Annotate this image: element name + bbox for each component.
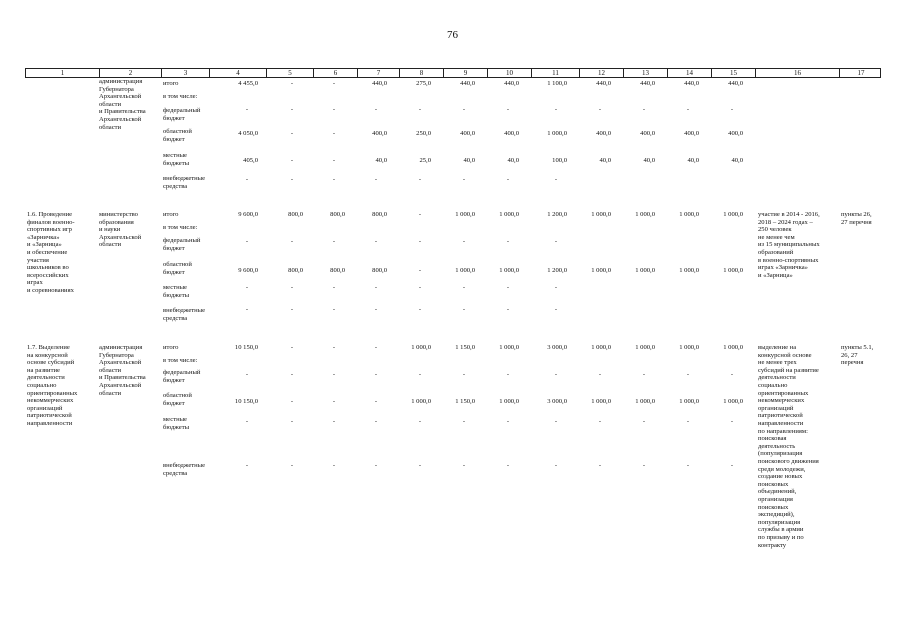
measure-name: на конкурсной — [27, 351, 68, 359]
budget-value: - — [290, 418, 294, 425]
budget-value: - — [290, 176, 294, 183]
header-col-15: 15 — [711, 69, 755, 77]
budget-value: 40,0 — [463, 157, 475, 164]
budget-source-label: бюджет — [163, 244, 185, 252]
expected-result: деятельность — [758, 442, 796, 450]
budget-value: 800,0 — [288, 211, 303, 218]
budget-source-label: в том числе: — [163, 93, 198, 100]
budget-value: - — [462, 176, 466, 183]
budget-value: 1 000,0 — [411, 398, 431, 405]
budget-value: - — [290, 80, 294, 87]
executor-name: и Правительства — [99, 374, 146, 382]
budget-value: - — [374, 418, 378, 425]
measure-name: основе субсидий — [27, 359, 75, 367]
expected-result: среди молодежи, — [758, 465, 806, 473]
header-col-7: 7 — [357, 69, 399, 77]
budget-source-label: местные — [163, 152, 187, 159]
executor-name: области — [99, 123, 122, 131]
budget-value: 800,0 — [330, 267, 345, 274]
budget-value: 800,0 — [330, 211, 345, 218]
budget-value: 440,0 — [596, 80, 611, 87]
budget-value: - — [374, 462, 378, 469]
budget-value: 800,0 — [288, 267, 303, 274]
budget-value: 1 000,0 — [635, 267, 655, 274]
budget-value: 3 000,0 — [547, 344, 567, 351]
expected-result: не менее чем — [758, 233, 795, 241]
budget-value: 1 000,0 — [635, 398, 655, 405]
budget-value: - — [245, 462, 249, 469]
budget-source-label: итого — [163, 80, 179, 87]
expected-result: поискового движения — [758, 458, 819, 465]
measure-name: школьников во — [27, 264, 69, 272]
expected-result: популяризация — [758, 518, 801, 526]
measure-name: деятельности — [27, 374, 65, 382]
budget-value: - — [332, 306, 336, 313]
plan-reference: 27 перечня — [841, 218, 872, 226]
budget-source-label: областной — [163, 392, 192, 399]
header-col-12: 12 — [579, 69, 623, 77]
page-number: 76 — [447, 29, 458, 41]
expected-result: и «Зарница» — [758, 271, 793, 279]
budget-value: 4 050,0 — [238, 130, 258, 137]
budget-value: - — [462, 238, 466, 245]
header-col-10: 10 — [487, 69, 531, 77]
expected-result: образований — [758, 249, 794, 256]
budget-value: - — [332, 80, 336, 87]
executor-name: администрация — [99, 78, 143, 85]
budget-value: - — [506, 371, 510, 378]
executor-name: Архангельской — [99, 233, 142, 241]
budget-value: 440,0 — [640, 80, 655, 87]
expected-result: участие в 2014 - 2016, — [758, 211, 820, 218]
header-col-11: 11 — [531, 69, 579, 77]
budget-source-label: средства — [163, 182, 188, 190]
budget-value: - — [245, 306, 249, 313]
budget-value: - — [374, 371, 378, 378]
executor-name: администрация — [99, 344, 143, 351]
budget-value: - — [290, 238, 294, 245]
budget-value: - — [462, 106, 466, 113]
budget-value: 40,0 — [507, 157, 519, 164]
budget-value: 1 000,0 — [591, 211, 611, 218]
header-col-14: 14 — [667, 69, 711, 77]
budget-value: 1 000,0 — [499, 267, 519, 274]
expected-result: поисковая — [758, 435, 787, 443]
budget-source-label: федеральный — [163, 369, 201, 376]
expected-result: службы в армии — [758, 526, 804, 534]
budget-value: - — [418, 176, 422, 183]
expected-result: в военно-спортивных — [758, 256, 819, 264]
header-col-17: 17 — [839, 69, 882, 77]
budget-value: - — [418, 462, 422, 469]
budget-value: - — [730, 106, 734, 113]
budget-value: 1 000,0 — [679, 398, 699, 405]
budget-value: 1 000,0 — [723, 211, 743, 218]
executor-name: и науки — [99, 226, 121, 234]
budget-value: - — [642, 371, 646, 378]
budget-value: 10 150,0 — [234, 398, 258, 405]
budget-value: - — [374, 238, 378, 245]
budget-value: - — [332, 238, 336, 245]
measure-name: 1.6. Проведение — [27, 211, 73, 218]
budget-value: - — [332, 106, 336, 113]
measure-name: патриотической — [27, 412, 72, 420]
budget-value: - — [598, 371, 602, 378]
budget-value: - — [418, 284, 422, 291]
budget-value: 1 000,0 — [591, 267, 611, 274]
expected-result: патриотической — [758, 412, 803, 420]
expected-result: 250 человек — [758, 226, 792, 234]
budget-value: - — [374, 398, 378, 405]
executor-name: образования — [99, 218, 134, 226]
budget-value: - — [332, 398, 336, 405]
budget-value: 400,0 — [504, 130, 519, 137]
expected-result: не менее трех — [758, 359, 797, 367]
expected-result: деятельности — [758, 374, 796, 382]
budget-value: - — [418, 267, 422, 274]
budget-source-label: в том числе: — [163, 224, 198, 231]
executor-name: Архангельской — [99, 382, 142, 389]
budget-source-label: местные — [163, 416, 187, 423]
expected-result: (популяризация — [758, 450, 803, 458]
expected-result: по призыву и по — [758, 534, 804, 541]
budget-value: - — [418, 238, 422, 245]
measure-name: на развитие — [27, 366, 60, 374]
header-col-2: 2 — [99, 69, 161, 77]
executor-name: Губернатора — [99, 351, 134, 359]
budget-source-label: внебюджетные — [163, 462, 206, 469]
budget-value: - — [332, 176, 336, 183]
budget-value: - — [245, 176, 249, 183]
budget-value: 1 000,0 — [679, 211, 699, 218]
expected-result: из 15 муниципальных — [758, 241, 820, 249]
header-col-3: 3 — [161, 69, 209, 77]
plan-reference: 26, 27 — [841, 351, 858, 359]
budget-source-label: федеральный — [163, 237, 201, 244]
budget-value: - — [554, 284, 558, 291]
plan-reference: пункты 5.1, — [841, 344, 874, 351]
header-col-9: 9 — [443, 69, 487, 77]
budget-value: - — [730, 462, 734, 469]
budget-source-label: внебюджетные — [163, 307, 206, 314]
budget-value: - — [506, 284, 510, 291]
budget-value: 1 000,0 — [679, 267, 699, 274]
budget-value: - — [332, 344, 336, 351]
measure-name: некоммерческих — [27, 397, 74, 405]
budget-value: - — [245, 418, 249, 425]
budget-value: 400,0 — [460, 130, 475, 137]
header-col-8: 8 — [399, 69, 443, 77]
budget-value: 4 455,0 — [238, 80, 258, 87]
executor-name: области — [99, 100, 122, 108]
budget-value: - — [290, 398, 294, 405]
budget-value: 1 150,0 — [455, 398, 475, 405]
executor-name: Архангельской — [99, 116, 142, 123]
budget-value: - — [642, 418, 646, 425]
measure-name: организаций — [27, 404, 63, 412]
budget-source-label: итого — [163, 344, 179, 351]
expected-result: поисковых — [758, 503, 789, 511]
measure-name: финалов военно- — [27, 218, 75, 226]
budget-value: - — [686, 418, 690, 425]
budget-value: - — [418, 306, 422, 313]
expected-result: некоммерческих — [758, 397, 805, 405]
expected-result: поисковых — [758, 480, 789, 488]
budget-value: - — [332, 284, 336, 291]
header-col-16: 16 — [755, 69, 839, 77]
budget-value: - — [332, 157, 336, 164]
budget-value: 1 000,0 — [411, 344, 431, 351]
expected-result: организаций — [758, 404, 794, 412]
budget-source-label: бюджет — [163, 376, 185, 384]
executor-name: области — [99, 366, 122, 374]
expected-result: ориентированных — [758, 389, 809, 397]
budget-value: - — [554, 418, 558, 425]
budget-value: - — [332, 418, 336, 425]
budget-value: 1 000,0 — [591, 398, 611, 405]
budget-value: 1 000,0 — [723, 267, 743, 274]
expected-result: социально — [758, 382, 788, 389]
budget-value: - — [374, 284, 378, 291]
budget-value: - — [418, 418, 422, 425]
budget-value: 1 000,0 — [591, 344, 611, 351]
budget-value: - — [554, 238, 558, 245]
budget-value: 800,0 — [372, 211, 387, 218]
budget-source-label: бюджеты — [163, 291, 190, 299]
measure-name: «Зарничка» — [27, 233, 60, 241]
budget-source-label: внебюджетные — [163, 175, 206, 182]
budget-source-label: бюджет — [163, 135, 185, 143]
budget-value: - — [290, 306, 294, 313]
budget-value: - — [374, 106, 378, 113]
expected-result: выделение на — [758, 344, 797, 351]
budget-value: - — [506, 306, 510, 313]
budget-value: 1 000,0 — [723, 398, 743, 405]
expected-result: 2018 – 2024 годах – — [758, 218, 813, 226]
budget-value: - — [598, 418, 602, 425]
budget-value: 400,0 — [728, 130, 743, 137]
budget-value: 440,0 — [684, 80, 699, 87]
budget-value: - — [245, 371, 249, 378]
budget-source-label: бюджеты — [163, 159, 190, 167]
header-col-5: 5 — [266, 69, 313, 77]
executor-name: области — [99, 389, 122, 397]
expected-result: создание новых — [758, 473, 803, 481]
measure-name: играх — [27, 279, 43, 287]
budget-value: - — [290, 106, 294, 113]
budget-value: - — [332, 371, 336, 378]
budget-value: 405,0 — [243, 157, 258, 164]
budget-value: 400,0 — [596, 130, 611, 137]
budget-value: 440,0 — [460, 80, 475, 87]
budget-value: - — [506, 238, 510, 245]
budget-value: - — [245, 284, 249, 291]
budget-source-label: бюджет — [163, 399, 185, 407]
executor-name: Губернатора — [99, 85, 134, 93]
budget-value: 1 000,0 — [635, 344, 655, 351]
expected-result: организация — [758, 496, 793, 503]
budget-value: - — [554, 306, 558, 313]
table-header-row — [25, 68, 881, 78]
budget-value: 440,0 — [728, 80, 743, 87]
expected-result: субсидий на развитие — [758, 366, 819, 374]
budget-value: - — [245, 106, 249, 113]
budget-source-label: средства — [163, 314, 188, 322]
budget-source-label: средства — [163, 469, 188, 477]
budget-value: - — [506, 418, 510, 425]
budget-value: - — [554, 462, 558, 469]
budget-value: - — [506, 106, 510, 113]
budget-value: - — [374, 344, 378, 351]
header-col-13: 13 — [623, 69, 667, 77]
budget-value: 1 000,0 — [455, 211, 475, 218]
budget-value: - — [730, 371, 734, 378]
expected-result: играх «Зарничка» — [758, 264, 808, 272]
budget-value: - — [554, 176, 558, 183]
header-col-1: 1 — [60, 69, 65, 77]
budget-value: - — [462, 371, 466, 378]
budget-value: 100,0 — [552, 157, 567, 164]
expected-result: объединений, — [758, 488, 797, 496]
budget-value: 1 000,0 — [723, 344, 743, 351]
budget-value: 25,0 — [419, 157, 431, 164]
budget-value: 40,0 — [643, 157, 655, 164]
budget-value: 400,0 — [372, 130, 387, 137]
budget-value: 9 600,0 — [238, 267, 258, 274]
budget-value: 40,0 — [375, 157, 387, 164]
budget-value: - — [290, 284, 294, 291]
budget-value: 40,0 — [687, 157, 699, 164]
budget-value: 1 000,0 — [499, 211, 519, 218]
budget-value: 275,0 — [416, 80, 431, 87]
executor-name: Архангельской — [99, 93, 142, 101]
budget-value: - — [554, 371, 558, 378]
budget-value: - — [290, 344, 294, 351]
expected-result: конкурсной основе — [758, 351, 812, 359]
budget-value: - — [462, 284, 466, 291]
budget-value: 1 000,0 — [499, 344, 519, 351]
budget-value: 1 100,0 — [547, 80, 567, 87]
measure-name: 1.7. Выделение — [27, 344, 70, 351]
budget-value: 3 000,0 — [547, 398, 567, 405]
budget-value: 440,0 — [504, 80, 519, 87]
budget-value: 800,0 — [372, 267, 387, 274]
budget-value: 1 000,0 — [455, 267, 475, 274]
budget-value: - — [686, 106, 690, 113]
measure-name: и обеспечение — [27, 249, 68, 256]
plan-reference: пункты 26, — [841, 211, 872, 218]
budget-source-label: федеральный — [163, 107, 201, 114]
budget-value: - — [598, 462, 602, 469]
budget-value: - — [506, 176, 510, 183]
measure-name: социально — [27, 382, 57, 389]
budget-value: - — [290, 157, 294, 164]
budget-value: - — [374, 176, 378, 183]
executor-name: министерство — [99, 211, 138, 218]
budget-source-label: в том числе: — [163, 357, 198, 364]
budget-value: - — [332, 462, 336, 469]
budget-value: 40,0 — [731, 157, 743, 164]
budget-value: - — [686, 371, 690, 378]
budget-value: 10 150,0 — [234, 344, 258, 351]
budget-value: - — [418, 106, 422, 113]
budget-value: 1 000,0 — [679, 344, 699, 351]
expected-result: по направлениям: — [758, 427, 808, 435]
budget-value: - — [554, 106, 558, 113]
header-col-6: 6 — [313, 69, 357, 77]
budget-value: - — [245, 238, 249, 245]
budget-source-label: областной — [163, 261, 192, 268]
budget-value: - — [462, 462, 466, 469]
budget-source-label: итого — [163, 211, 179, 218]
budget-source-label: бюджет — [163, 268, 185, 276]
budget-value: 40,0 — [599, 157, 611, 164]
measure-name: и «Зарница» — [27, 241, 62, 249]
budget-value: 400,0 — [640, 130, 655, 137]
budget-source-label: бюджет — [163, 114, 185, 122]
measure-name: спортивных игр — [27, 226, 72, 234]
budget-source-label: бюджеты — [163, 423, 190, 431]
budget-value: 440,0 — [372, 80, 387, 87]
budget-value: - — [290, 371, 294, 378]
budget-value: 1 200,0 — [547, 211, 567, 218]
budget-value: - — [418, 211, 422, 218]
budget-value: - — [374, 306, 378, 313]
measure-name: и соревнованиях — [27, 287, 74, 294]
measure-name: всероссийских — [27, 271, 69, 279]
measure-name: направленности — [27, 420, 73, 427]
budget-value: - — [730, 418, 734, 425]
budget-value: - — [418, 371, 422, 378]
budget-value: 400,0 — [684, 130, 699, 137]
budget-value: - — [462, 418, 466, 425]
budget-value: - — [462, 306, 466, 313]
budget-value: 1 150,0 — [455, 344, 475, 351]
budget-value: 1 000,0 — [499, 398, 519, 405]
budget-source-label: местные — [163, 284, 187, 291]
budget-value: - — [598, 106, 602, 113]
budget-value: 250,0 — [416, 130, 431, 137]
budget-value: 1 200,0 — [547, 267, 567, 274]
budget-value: - — [290, 130, 294, 137]
budget-value: - — [686, 462, 690, 469]
budget-value: - — [332, 130, 336, 137]
budget-value: - — [290, 462, 294, 469]
header-col-4: 4 — [209, 69, 266, 77]
budget-value: - — [642, 106, 646, 113]
expected-result: контракту — [758, 541, 787, 549]
expected-result: экспедиций), — [758, 511, 795, 519]
budget-value: 1 000,0 — [635, 211, 655, 218]
budget-value: - — [642, 462, 646, 469]
budget-value: - — [506, 462, 510, 469]
measure-name: участия — [27, 256, 49, 264]
measure-name: ориентированных — [27, 389, 78, 397]
budget-value: 9 600,0 — [238, 211, 258, 218]
budget-source-label: областной — [163, 128, 192, 135]
budget-value: 1 000,0 — [547, 130, 567, 137]
executor-name: и Правительства — [99, 108, 146, 116]
executor-name: Архангельской — [99, 359, 142, 367]
expected-result: направленности — [758, 420, 804, 427]
plan-reference: перечня — [841, 359, 864, 367]
executor-name: области — [99, 241, 122, 249]
